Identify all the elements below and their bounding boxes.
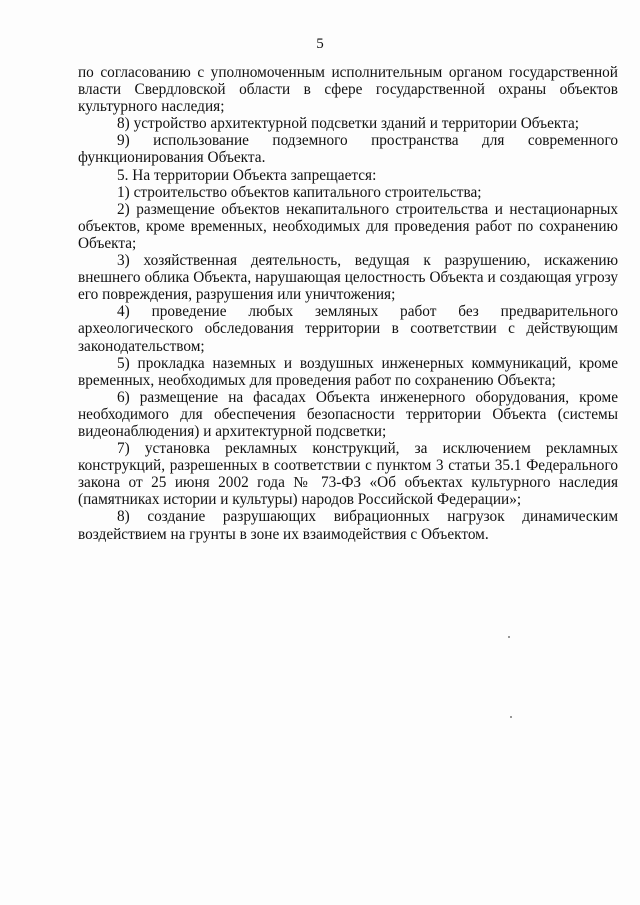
list-item-9-underground: 9) использование подземного пространства для современного функционирования Объекта. [78,132,618,167]
paragraph-continuation: по согласованию с уполномоченным исполнительным органом государственной власти Свердловской области в сфере государственной охраны объектов культурного наследия; [78,64,618,116]
page-number: 5 [316,36,324,52]
list-item-8-lighting: 8) устройство архитектурной подсветки зданий и территории Объекта; [117,115,579,133]
document-body [78,64,618,543]
section-5-heading: 5. На территории Объекта запрещается: [117,166,377,184]
prohibition-item-2: 2) размещение объектов некапитального строительства и нестационарных объектов, кроме временных, необходимых для проведения работ по сохранению Объекта; [78,200,618,252]
prohibition-item-3: 3) хозяйственная деятельность, ведущая к разрушению, искажению внешнего облика Объекта, нарушающая целостность Объекта и создающая угрозу его повреждения, разрушения или уничтожения; [78,252,618,304]
scan-speck [510,716,512,718]
prohibition-item-5: 5) прокладка наземных и воздушных инженерных коммуникаций, кроме временных, необходимых для проведения работ по сохранению Объекта; [78,354,618,389]
prohibition-item-1: 1) строительство объектов капитального строительства; [117,183,482,201]
prohibition-item-7: 7) установка рекламных конструкций, за исключением рекламных конструкций, разрешенных в соответствии с пунктом 3 статьи 35.1 Федерального закона от 25 июня 2002 года № 73-ФЗ «Об объектах культурного наследия (памятниках истории и культуры) народов Российской Федерации»; [78,440,618,509]
prohibition-item-8: 8) создание разрушающих вибрационных нагрузок динамическим воздействием на грунты в зоне их взаимодействия с Объектом. [78,508,618,543]
prohibition-item-6: 6) размещение на фасадах Объекта инженерного оборудования, кроме необходимого для обеспечения безопасности территории Объекта (системы видеонаблюдения) и архитектурной подсветки; [78,388,618,440]
prohibition-item-4: 4) проведение любых земляных работ без предварительного археологического обследования территории в соответствии с действующим законодательством; [78,303,618,355]
scan-speck [508,636,510,638]
